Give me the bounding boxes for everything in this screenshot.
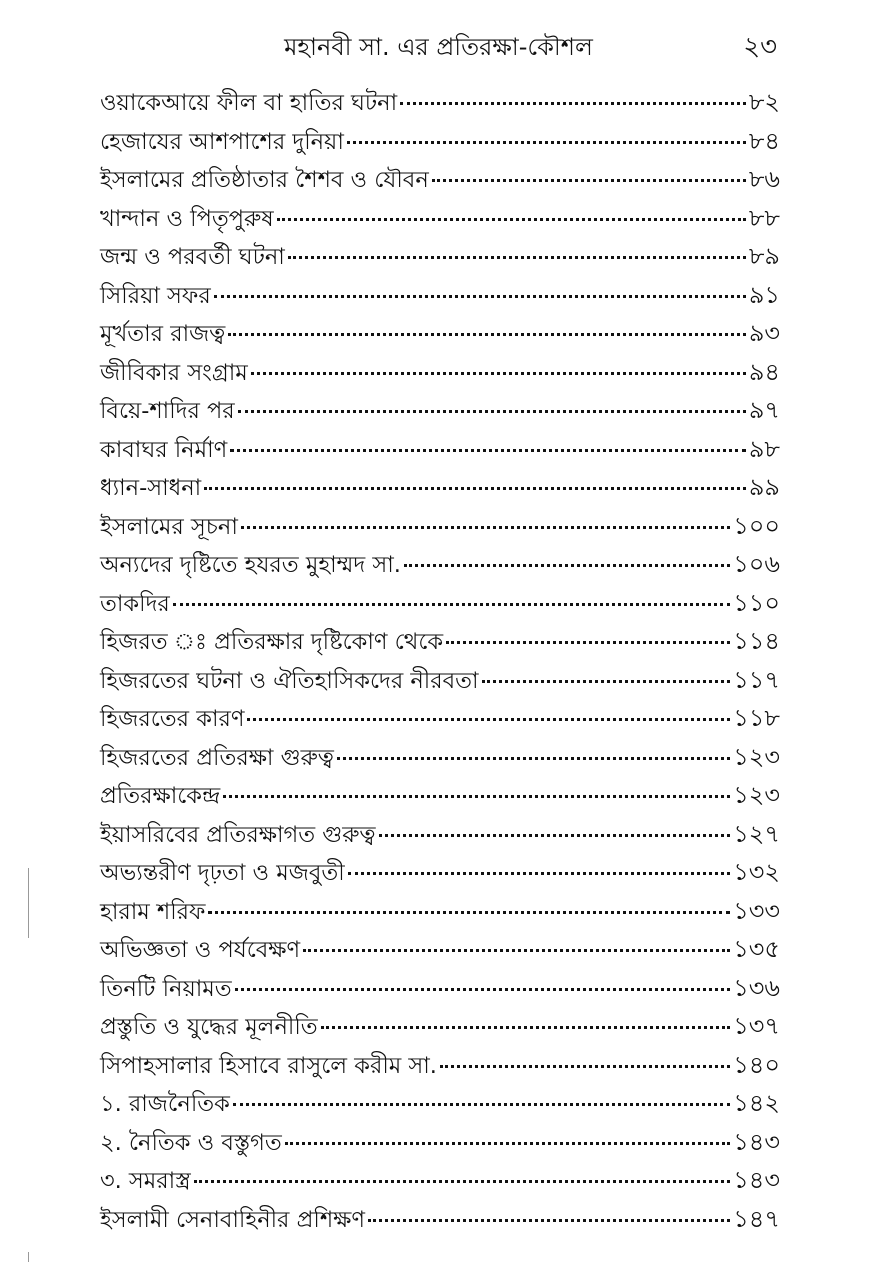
scan-edge-mark [28,1252,29,1262]
toc-entry-page-number: ৮৬ [748,165,780,193]
toc-entry-page-number: ১৩৫ [733,935,780,963]
dot-leader [230,449,746,452]
toc-entry-page-number: ১৩৩ [733,896,780,925]
toc-entry-title: ইসলামের প্রতিষ্ঠাতার শৈশব ও যৌবন [100,167,429,193]
dot-leader [400,102,746,105]
running-title: মহানবী সা. এর প্রতিরক্ষা-কৌশল [284,33,593,61]
toc-entry-page-number: ১১৭ [733,665,780,694]
dot-leader [204,487,746,490]
toc-entry-title: সিরিয়া সফর [100,282,211,309]
toc-entry [100,314,780,353]
toc-entry-title: বিয়ে-শাদির পর [100,398,235,424]
toc-entry-title: হারাম শরিফ [100,898,206,925]
dot-leader [440,1065,730,1068]
toc-entry-title: হিজরতের কারণ [100,706,245,732]
toc-entry [100,776,780,815]
dot-leader [404,564,730,567]
toc-entry [100,468,780,507]
toc-entry-title: ২. নৈতিক ও বস্তুগত [100,1129,282,1156]
dot-leader [214,295,746,298]
toc-entry-page-number: ১৩৬ [733,973,780,1002]
toc-entry [100,1007,780,1046]
toc-entry [100,1123,780,1162]
toc-entry-title: ইসলামের সূচনা [100,513,238,540]
toc-entry-title: তাকদির [100,590,170,617]
toc-entry [100,160,780,199]
toc-entry-page-number: ৯৭ [748,396,780,424]
toc-entry [100,507,780,546]
toc-entry-page-number: ১৪২ [733,1089,780,1117]
dot-leader [379,834,731,837]
toc-entry [100,815,780,854]
toc-entry-page-number: ৮৮ [748,203,780,232]
toc-entry-title: অভিজ্ঞতা ও পর্যবেক্ষণ [100,937,301,963]
dot-leader [288,256,746,259]
toc-entry-title: হেজাযের আশপাশের দুনিয়া [100,128,344,155]
toc-entry [100,969,780,1008]
dot-leader [432,179,746,182]
dot-leader [173,603,730,606]
toc-entry-page-number: ১৪৩ [733,1127,780,1156]
dot-leader [482,680,731,683]
toc-entry [100,391,780,430]
toc-entry [100,738,780,777]
dot-leader [238,410,746,413]
toc-entry-page-number: ১১৮ [733,704,780,732]
toc-entry-page-number: ৯৯ [748,473,780,501]
toc-entry [100,83,780,122]
toc-entry-title: ১. রাজনৈতিক [100,1091,230,1117]
toc-entry [100,892,780,931]
toc-entry-title: সিপাহসালার হিসাবে রাসুলে করীম সা. [100,1052,437,1079]
scan-edge-mark [28,868,29,938]
dot-leader [233,1103,730,1106]
dot-leader [368,1219,730,1222]
toc-entry-title: প্রতিরক্ষাকেন্দ্র [100,783,221,809]
toc-entry-title: হিজরতের ঘটনা ও ঐতিহাসিকদের নীরবতা [100,667,479,694]
toc-entry [100,237,780,276]
toc-entry-title: ৩. সমরাস্ত্র [100,1168,191,1194]
toc-entry-page-number: ৮২ [748,88,780,116]
toc-entry-title: ধ্যান-সাধনা [100,475,202,501]
toc-entry [100,122,780,161]
toc-entry-page-number: ১০৬ [733,550,780,578]
dot-leader [251,372,746,375]
toc-entry-page-number: ১৩২ [733,858,780,886]
toc-entry [100,661,780,700]
toc-entry-page-number: ১৩৭ [733,1012,780,1040]
toc-entry [100,930,780,969]
dot-leader [223,795,730,798]
toc-entry [100,276,780,315]
dot-leader [446,641,730,644]
dot-leader [277,218,746,221]
toc-entry [100,622,780,661]
toc-entry-title: ওয়াকেআয়ে ফীল বা হাতির ঘটনা [100,90,398,116]
toc-entry-title: জীবিকার সংগ্রাম [100,359,248,386]
toc-entry-title: প্রস্তুতি ও যুদ্ধের মূলনীতি [100,1014,318,1040]
toc-entry-page-number: ১৪৭ [733,1204,780,1233]
toc-entry-page-number: ৮৯ [748,242,780,270]
toc-entry [100,1046,780,1085]
dot-leader [285,1142,731,1145]
dot-leader [208,911,730,914]
dot-leader [303,949,730,952]
dot-leader [321,1026,731,1029]
dot-leader [247,718,730,721]
toc-entry-title: অন্যদের দৃষ্টিতে হযরত মুহাম্মদ সা. [100,552,401,578]
toc-entry-page-number: ৯৮ [748,434,780,463]
toc-entry [100,1084,780,1123]
toc-entry-title: মূর্খতার রাজত্ব [100,321,226,347]
toc-entry [100,353,780,392]
dot-leader [228,333,746,336]
dot-leader [241,526,730,529]
toc-entry [100,1161,780,1200]
toc-entry [100,199,780,238]
toc-entry-title: অভ্যন্তরীণ দৃঢ়তা ও মজবুতী [100,860,345,886]
toc-entry [100,430,780,469]
toc-entry-title: কাবাঘর নির্মাণ [100,436,228,463]
page-number: ২৩ [743,32,777,62]
toc-entry [100,584,780,623]
toc-entry-title: হিজরতের প্রতিরক্ষা গুরুত্ব [100,744,334,771]
dot-leader [337,757,730,760]
toc-entry-page-number: ১১০ [733,588,780,617]
dot-leader [347,141,746,144]
toc-entry-page-number: ১১৪ [733,627,780,655]
toc-entry-title: ইসলামী সেনাবাহিনীর প্রশিক্ষণ [100,1206,365,1233]
table-of-contents [100,83,780,1238]
toc-entry-page-number: ৯১ [748,280,780,309]
toc-entry-page-number: ৯৩ [748,319,780,347]
toc-entry-page-number: ১৪০ [733,1050,780,1079]
dot-leader [348,872,731,875]
running-header [100,30,777,70]
dot-leader [235,988,731,991]
toc-entry [100,853,780,892]
toc-entry-page-number: ৯৪ [748,357,780,386]
toc-entry [100,1200,780,1239]
dot-leader [194,1180,731,1183]
toc-entry-page-number: ১৪৩ [733,1166,780,1194]
toc-entry-page-number: ১২৩ [733,742,780,771]
toc-entry-title: হিজরত ঃ প্রতিরক্ষার দৃষ্টিকোণ থেকে [100,629,444,655]
toc-entry-page-number: ৮৪ [748,126,780,155]
toc-entry-page-number: ১২৭ [733,819,780,848]
toc-entry [100,699,780,738]
toc-entry-page-number: ১০০ [733,511,780,540]
toc-entry [100,545,780,584]
toc-entry-title: জন্ম ও পরবর্তী ঘটনা [100,244,285,270]
toc-entry-title: তিনটি নিয়ামত [100,975,232,1002]
toc-entry-title: ইয়াসরিবের প্রতিরক্ষাগত গুরুত্ব [100,821,376,848]
toc-entry-title: খান্দান ও পিতৃপুরুষ [100,205,274,232]
toc-entry-page-number: ১২৩ [733,781,780,809]
